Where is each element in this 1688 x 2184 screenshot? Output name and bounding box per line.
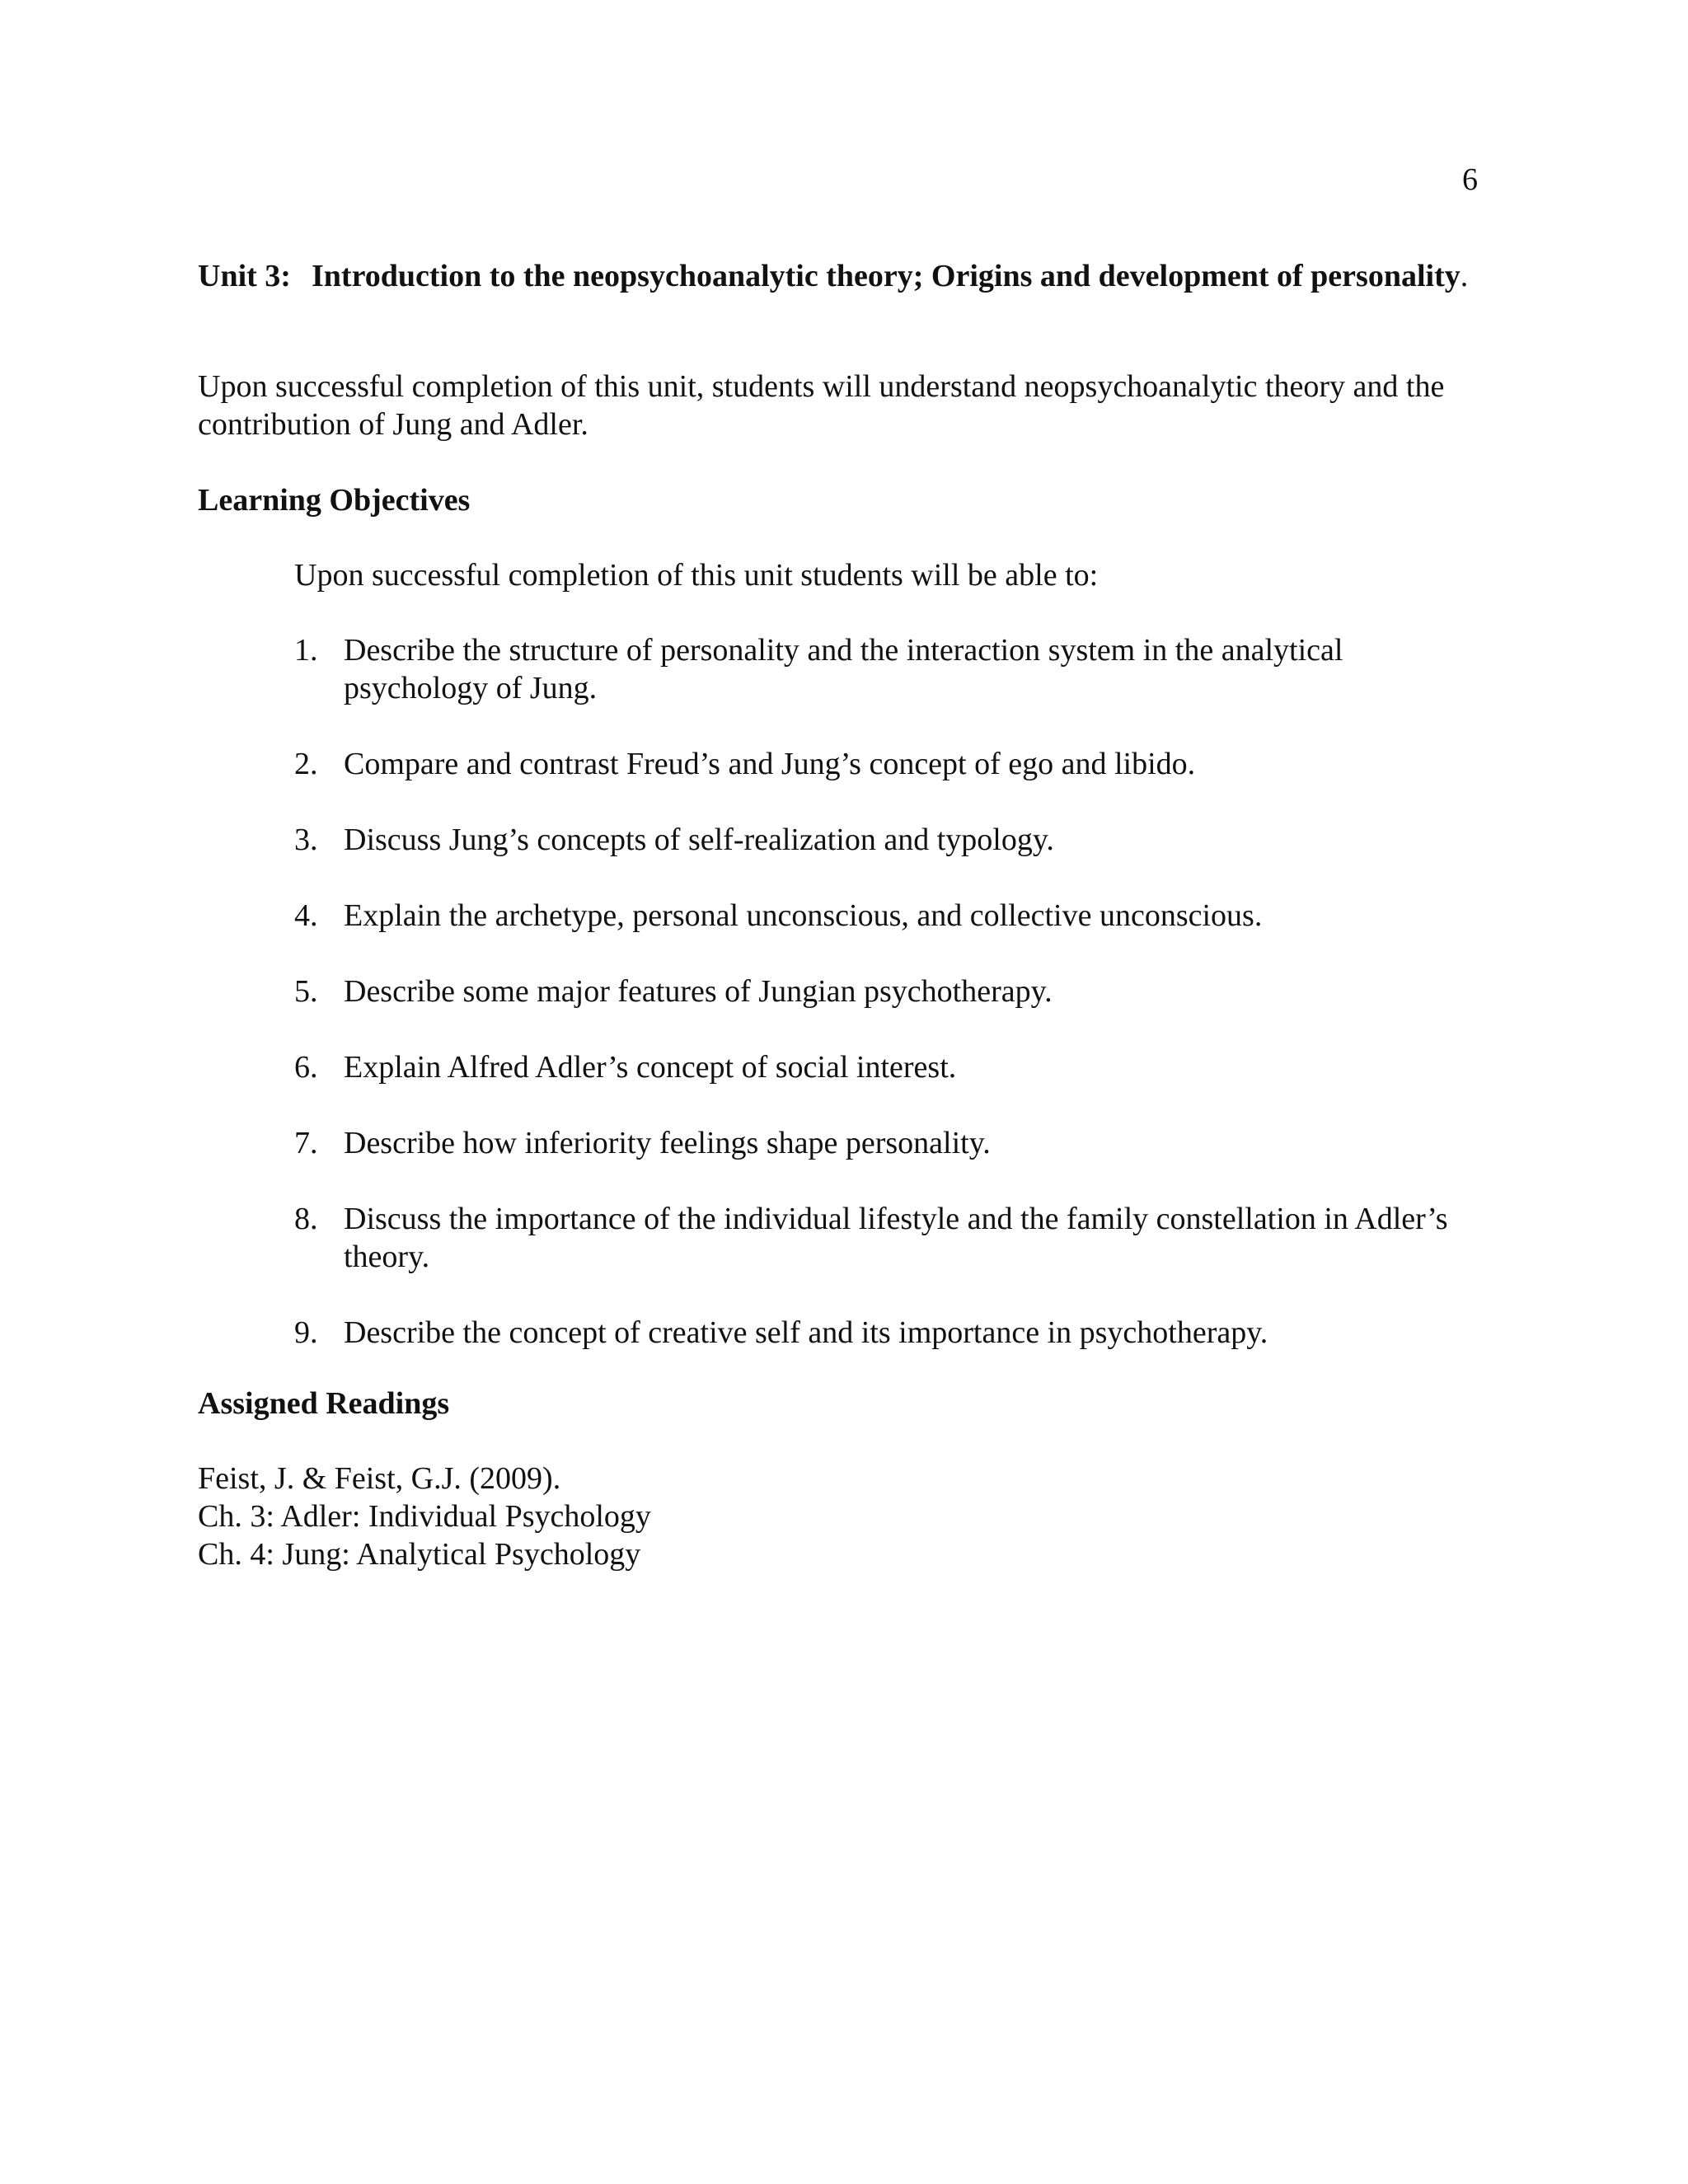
objective-item: [294, 897, 1465, 935]
objective-text: Describe the structure of personality and the interaction system in the analytical psychology of Jung.: [344, 633, 1343, 705]
objective-item: [294, 1200, 1465, 1276]
readings-list: [198, 1460, 651, 1573]
page-number: 6: [1462, 162, 1478, 197]
objective-number: 2.: [294, 747, 318, 781]
objective-text: Compare and contrast Freud’s and Jung’s concept of ego and libido.: [344, 747, 1196, 781]
objective-text: Explain Alfred Adler’s concept of social interest.: [344, 1050, 957, 1085]
learning-objectives-heading: Learning Objectives: [198, 483, 471, 518]
objective-number: 7.: [294, 1126, 318, 1160]
reading-line: Ch. 3: Adler: Individual Psychology: [198, 1499, 651, 1534]
objective-item: [294, 745, 1465, 783]
assigned-readings-heading: Assigned Readings: [198, 1386, 450, 1421]
objective-number: 3.: [294, 823, 318, 857]
objective-item: [294, 821, 1465, 859]
unit-label: Unit 3:: [198, 259, 291, 293]
unit-title: [312, 257, 1500, 295]
objective-number: 4.: [294, 898, 318, 933]
reading-line: Feist, J. & Feist, G.J. (2009).: [198, 1461, 561, 1496]
objective-text: Discuss Jung’s concepts of self-realization and typology.: [344, 823, 1054, 857]
objectives-lead-in: Upon successful completion of this unit students will be able to:: [294, 558, 1099, 593]
objective-text: Explain the archetype, personal unconscious, and collective unconscious.: [344, 898, 1263, 933]
unit-title-text: Introduction to the neopsychoanalytic theory; Origins and development of personality: [312, 259, 1461, 293]
objective-number: 8.: [294, 1202, 318, 1236]
objective-number: 5.: [294, 974, 318, 1009]
objective-text: Describe some major features of Jungian psychotherapy.: [344, 974, 1053, 1009]
objective-number: 1.: [294, 633, 318, 668]
objective-number: 6.: [294, 1050, 318, 1085]
reading-line: Ch. 4: Jung: Analytical Psychology: [198, 1537, 641, 1572]
objective-text: Describe the concept of creative self and its importance in psychotherapy.: [344, 1315, 1268, 1350]
unit-heading: [198, 257, 1500, 295]
objective-item: [294, 1314, 1465, 1352]
objective-item: [294, 972, 1465, 1010]
objective-number: 9.: [294, 1315, 318, 1350]
unit-title-tail: .: [1460, 259, 1469, 293]
objectives-list: [294, 631, 1465, 1390]
objective-text: Describe how inferiority feelings shape personality.: [344, 1126, 991, 1160]
objective-item: [294, 1048, 1465, 1086]
objective-text: Discuss the importance of the individual lifestyle and the family constellation in Adler’s theory.: [344, 1202, 1448, 1274]
unit-intro: Upon successful completion of this unit, students will understand neopsychoanalytic theory and the contribution of Jung and Adler.: [198, 369, 1445, 442]
objective-item: [294, 1124, 1465, 1162]
objective-item: [294, 631, 1465, 707]
